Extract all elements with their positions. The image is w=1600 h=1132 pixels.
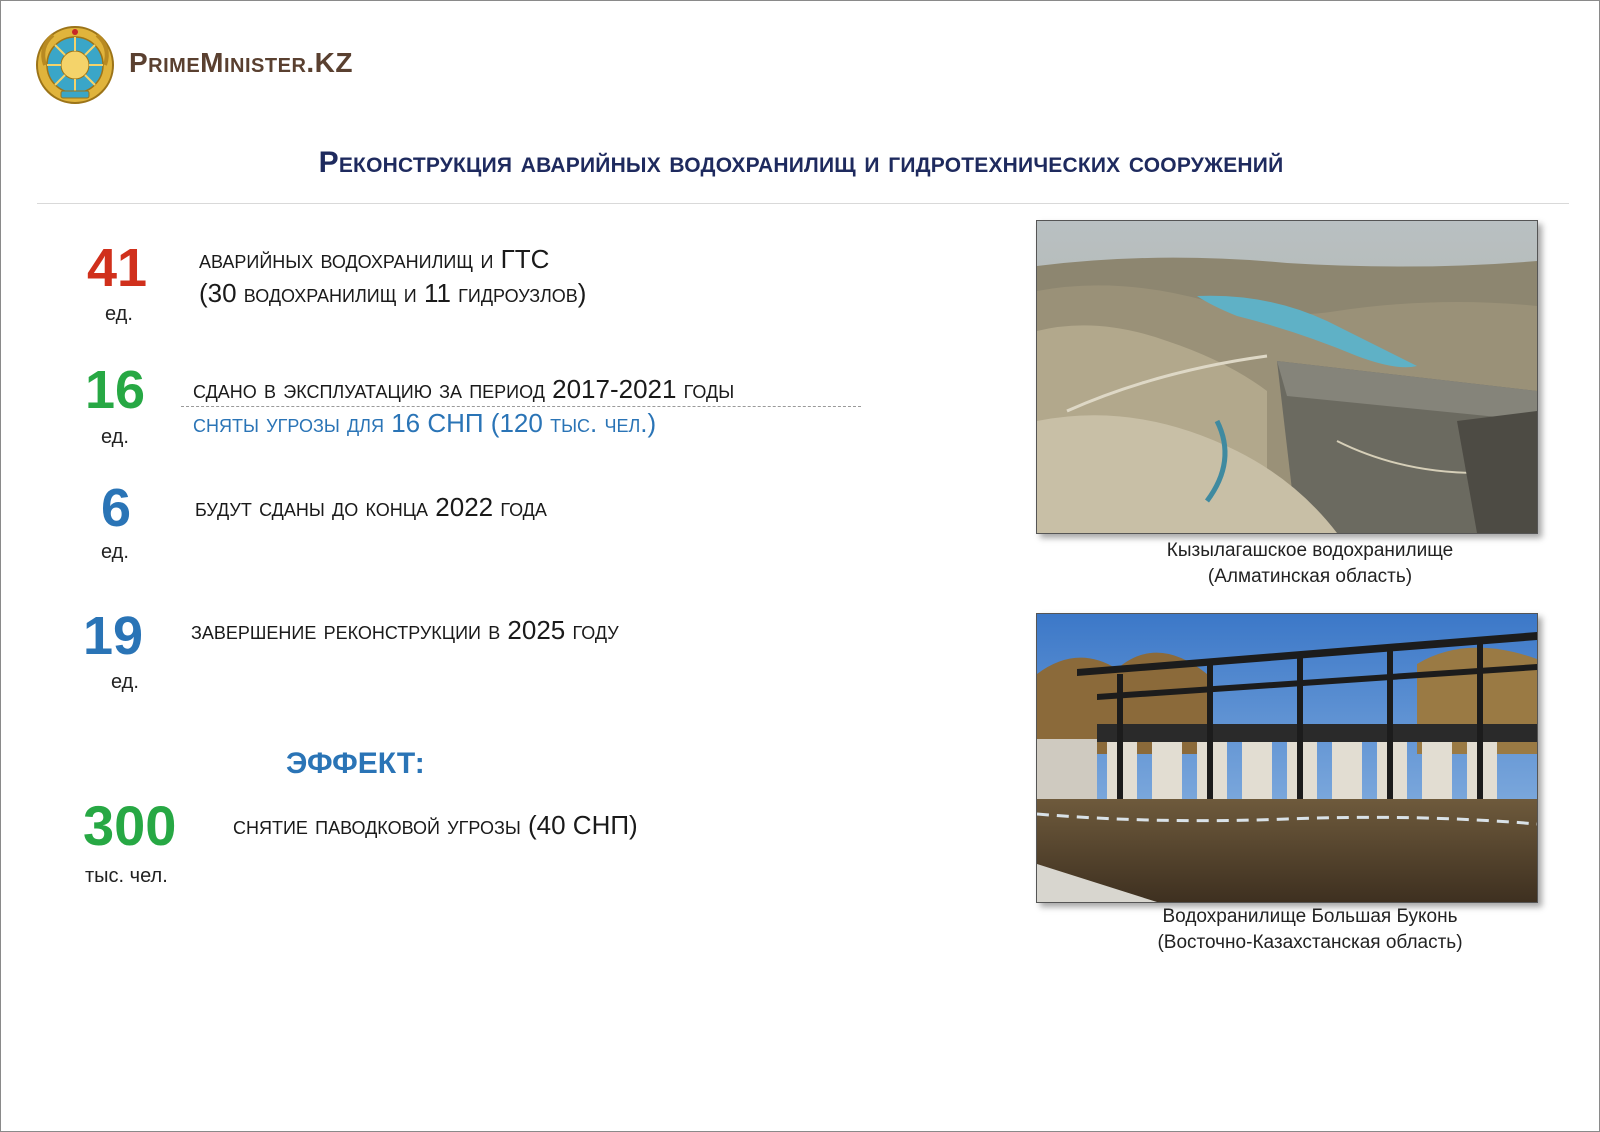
stat-unit: ед. bbox=[111, 671, 139, 693]
stat-value: 16 bbox=[85, 360, 146, 420]
photo-caption bbox=[1036, 904, 1584, 955]
stat-line: сдано в эксплуатацию за период 2017-2021 годы bbox=[193, 374, 735, 404]
dam-structure-illustration bbox=[1037, 614, 1537, 902]
stat-line: аварийных водохранилищ и ГТС bbox=[199, 244, 550, 274]
stat-value: 6 bbox=[101, 478, 132, 538]
effect-description bbox=[233, 809, 638, 843]
caption-line: (Восточно-Казахстанская область) bbox=[1157, 931, 1463, 953]
stat-unit: ед. bbox=[101, 541, 129, 563]
stat-description bbox=[199, 243, 586, 311]
page-title: Реконструкция аварийных водохранилищ и гидротехнических сооружений bbox=[318, 146, 1284, 179]
stat-line: будут сданы до конца 2022 года bbox=[195, 492, 547, 522]
stat-description bbox=[191, 614, 619, 648]
caption-line: (Алматинская область) bbox=[1207, 565, 1413, 587]
kazakhstan-emblem-icon bbox=[35, 25, 115, 105]
stat-value: 19 bbox=[83, 606, 144, 666]
stat-line: завершение реконструкции в 2025 году bbox=[191, 615, 619, 645]
effect-unit: тыс. чел. bbox=[85, 865, 168, 887]
stat-line: сняты угрозы для 16 СНП (120 тыс. чел.) bbox=[193, 407, 657, 438]
effect-heading: ЭФФЕКТ: bbox=[286, 747, 425, 780]
reservoir-landscape-illustration bbox=[1037, 221, 1537, 533]
stat-description bbox=[195, 491, 547, 525]
stat-unit: ед. bbox=[105, 303, 133, 325]
stat-value: 41 bbox=[87, 238, 148, 298]
title-divider bbox=[37, 203, 1569, 204]
stat-unit: ед. bbox=[101, 426, 129, 448]
stat-line: (30 водохранилищ и 11 гидроузлов) bbox=[199, 277, 587, 308]
dam-photo bbox=[1036, 613, 1538, 903]
caption-line: Кызылагашское водохранилище bbox=[1166, 540, 1454, 561]
brand-title: PrimeMinister.KZ bbox=[129, 47, 353, 78]
caption-line: Водохранилище Большая Буконь bbox=[1162, 906, 1458, 927]
dashed-divider bbox=[181, 406, 861, 407]
effect-value: 300 bbox=[83, 794, 177, 857]
photo-caption bbox=[1036, 538, 1584, 589]
reservoir-photo bbox=[1036, 220, 1538, 534]
effect-line: снятие паводковой угрозы (40 СНП) bbox=[233, 810, 638, 840]
